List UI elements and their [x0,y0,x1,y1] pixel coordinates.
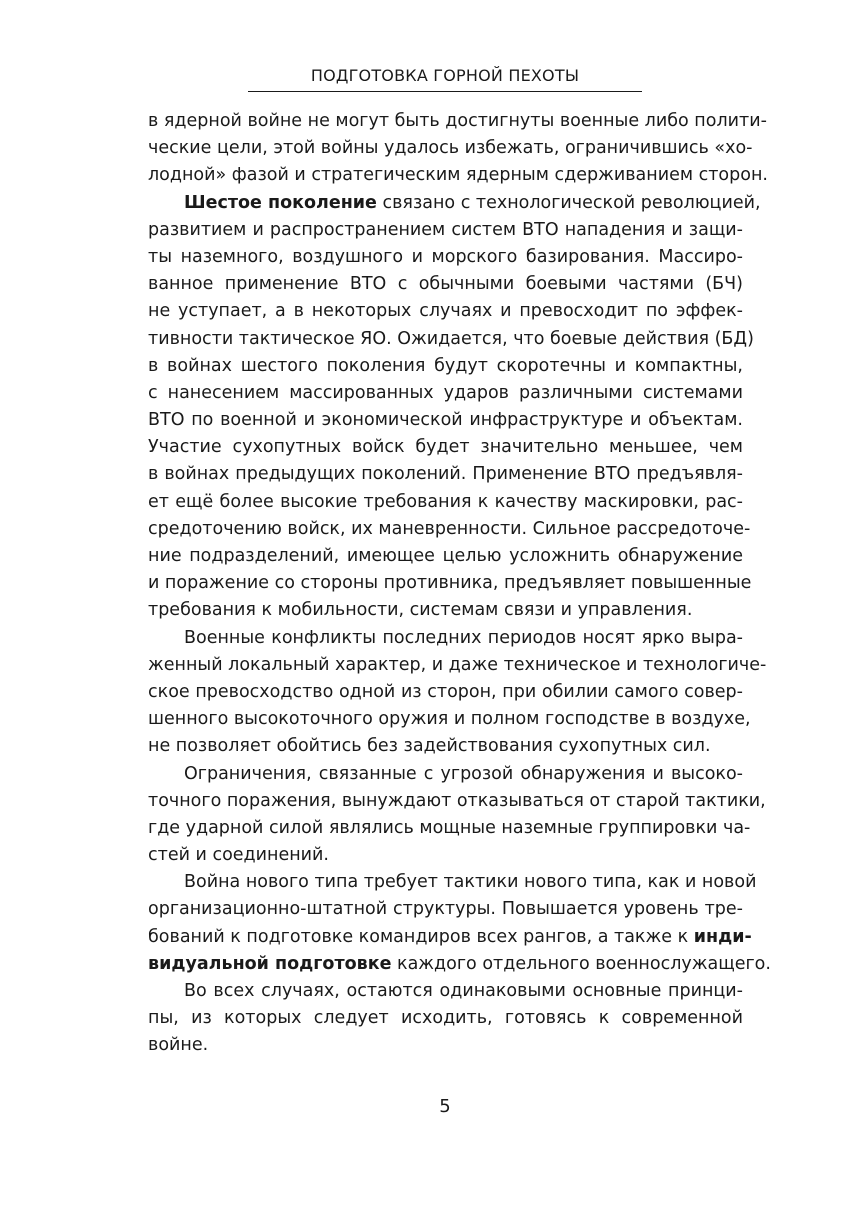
text-line: ВТО по военной и экономической инфраструктуре и объектам. [148,410,743,431]
text-line: в войнах предыдущих поколений. Применение ВТО предъявля- [148,464,743,485]
page-number: 5 [439,1096,451,1117]
text-line: с нанесением массированных ударов различными системами [148,382,743,403]
running-header-title: ПОДГОТОВКА ГОРНОЙ ПЕХОТЫ [310,66,580,85]
text-line: Военные конфликты последних периодов носят ярко выра- [184,627,743,648]
text-line [148,924,752,951]
text-line: Участие сухопутных войск будет значительно меньшее, чем [148,437,743,458]
text-line: ты наземного, воздушного и морского базирования. Массиро- [148,246,743,267]
text-line: ет ещё более высокие требования к качеству маскировки, рас- [148,491,743,512]
body-text [148,108,771,1060]
text-line: Во всех случаях, остаются одинаковыми основные принци- [184,981,743,1001]
text-line: в войнах шестого поколения будут скоротечны и компактны, [148,355,743,376]
text-line: лодной» фазой и стратегическим ядерным сдерживанием сторон. [148,165,768,186]
text-line: не уступает, а в некоторых случаях и превосходит по эффек- [148,301,743,322]
text-line: ванное применение ВТО с обычными боевыми частями (БЧ) [148,274,743,295]
text-line: развитием и распространением систем ВТО нападения и защи- [148,219,743,240]
text-line: точного поражения, вынуждают отказываться от старой тактики, [148,790,766,811]
text-run: связано с технологической революцией, [376,192,761,213]
text-line: где ударной силой являлись мощные наземные группировки ча- [148,817,751,838]
text-run: бований к подготовке командиров всех рангов, а также к [148,926,694,947]
text-line: требования к мобильности, системам связи и управления. [148,600,693,621]
text-line: не позволяет обойтись без задействования сухопутных сил. [148,736,711,757]
text-line [148,951,771,978]
text-line: пы, из которых следует исходить, готовясь к современной [148,1008,743,1029]
text-line [148,190,761,217]
text-line: войне. [148,1035,209,1056]
bold-term: инди- [693,926,752,947]
text-line: в ядерной войне не могут быть достигнуты военные либо полити- [148,111,767,131]
text-line: шенного высокоточного оружия и полном господстве в воздухе, [148,709,751,730]
text-line: организационно-штатной структуры. Повышается уровень тре- [148,899,743,920]
text-line: ние подразделений, имеющее целью усложнить обнаружение [148,546,743,566]
text-line: стей и соединений. [148,845,329,866]
bold-term: видуальной подготовке [148,953,392,974]
text-line: и поражение со стороны противника, предъявляет повышенные [148,573,752,594]
bold-term: Шестое поколение [184,192,377,213]
text-line: тивности тактическое ЯО. Ожидается, что боевые действия (БД) [148,328,754,349]
text-run: каждого отдельного военнослужащего. [391,953,771,974]
text-line: Ограничения, связанные с угрозой обнаружения и высоко- [184,763,743,784]
header-rule [248,91,642,92]
text-line: ское превосходство одной из сторон, при обилии самого совер- [148,681,743,702]
text-line: Война нового типа требует тактики нового типа, как и новой [184,872,757,893]
text-line: ческие цели, этой войны удалось избежать, ограничившись «хо- [148,138,753,159]
text-line: средоточению войск, их маневренности. Сильное рассредоточе- [148,518,751,539]
text-line: женный локальный характер, и даже техническое и технологиче- [148,654,767,675]
